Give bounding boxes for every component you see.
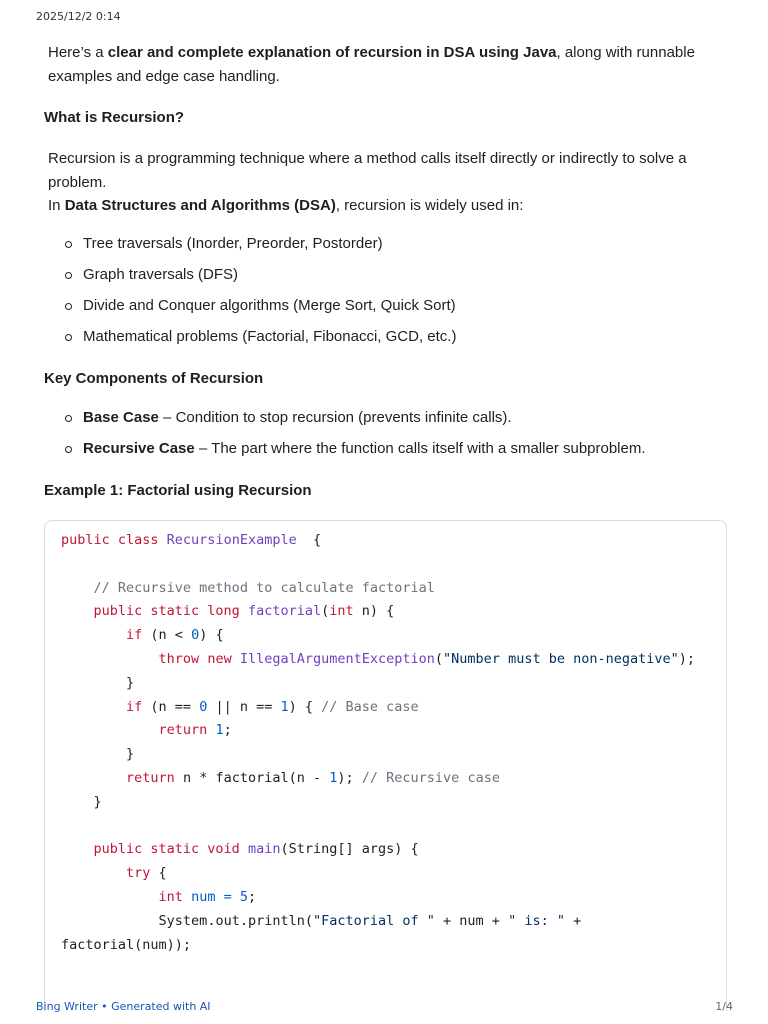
code-line: if (n < 0) { <box>61 627 224 644</box>
code-line: return n * factorial(n - 1); // Recursive case <box>61 769 500 786</box>
section-heading-what-is-recursion: What is Recursion? <box>44 109 185 126</box>
page-number: 1/4 <box>715 1000 733 1013</box>
code-line: try { <box>61 865 167 882</box>
code-line: public class RecursionExample { <box>61 532 322 548</box>
code-line: if (n == 0 || n == 1) { // Base case <box>61 698 419 715</box>
intro-emphasis: clear and complete explanation of recursion in DSA using Java <box>107 44 557 61</box>
code-line: } <box>61 746 135 763</box>
list-item: Divide and Conquer algorithms (Merge Sort, Quick Sort) <box>65 296 456 316</box>
code-line: return 1; <box>61 722 232 739</box>
footer-attribution: Bing Writer • Generated with AI <box>36 1000 211 1013</box>
code-block[interactable] <box>44 520 727 1011</box>
list-item: Recursive Case – The part where the function calls itself with a smaller subproblem. <box>65 439 646 459</box>
section-heading-example-factorial: Example 1: Factorial using Recursion <box>44 482 312 499</box>
timestamp: 2025/12/2 0:14 <box>36 10 121 23</box>
code-line: public static void main(String[] args) { <box>61 841 419 858</box>
code-line: int num = 5; <box>61 888 257 905</box>
intro-paragraph: Here’s a clear and complete explanation of recursion in DSA using Java, along with runnable examples and edge case handling. <box>48 44 695 85</box>
list-item: Graph traversals (DFS) <box>65 265 238 285</box>
section-heading-key-components: Key Components of Recursion <box>44 370 264 387</box>
dsa-usage-intro: In Data Structures and Algorithms (DSA), recursion is widely used in: <box>48 197 524 214</box>
code-line: public static long factorial(int n) { <box>61 603 395 620</box>
code-line: } <box>61 674 135 691</box>
java-code[interactable] <box>45 521 701 957</box>
code-line: } <box>61 793 102 810</box>
recursion-definition: Recursion is a programming technique where a method calls itself directly or indirectly to solve a problem. <box>48 150 687 191</box>
list-item: Tree traversals (Inorder, Preorder, Postorder) <box>65 234 383 254</box>
code-line: // Recursive method to calculate factorial <box>61 579 435 596</box>
list-item: Mathematical problems (Factorial, Fibonacci, GCD, etc.) <box>65 327 456 347</box>
code-line: throw new IllegalArgumentException("Number must be non-negative"); <box>61 650 696 667</box>
code-line: System.out.println("Factorial of " + num + " is: " + factorial(num)); <box>61 912 590 953</box>
list-item: Base Case – Condition to stop recursion (prevents infinite calls). <box>65 408 512 428</box>
